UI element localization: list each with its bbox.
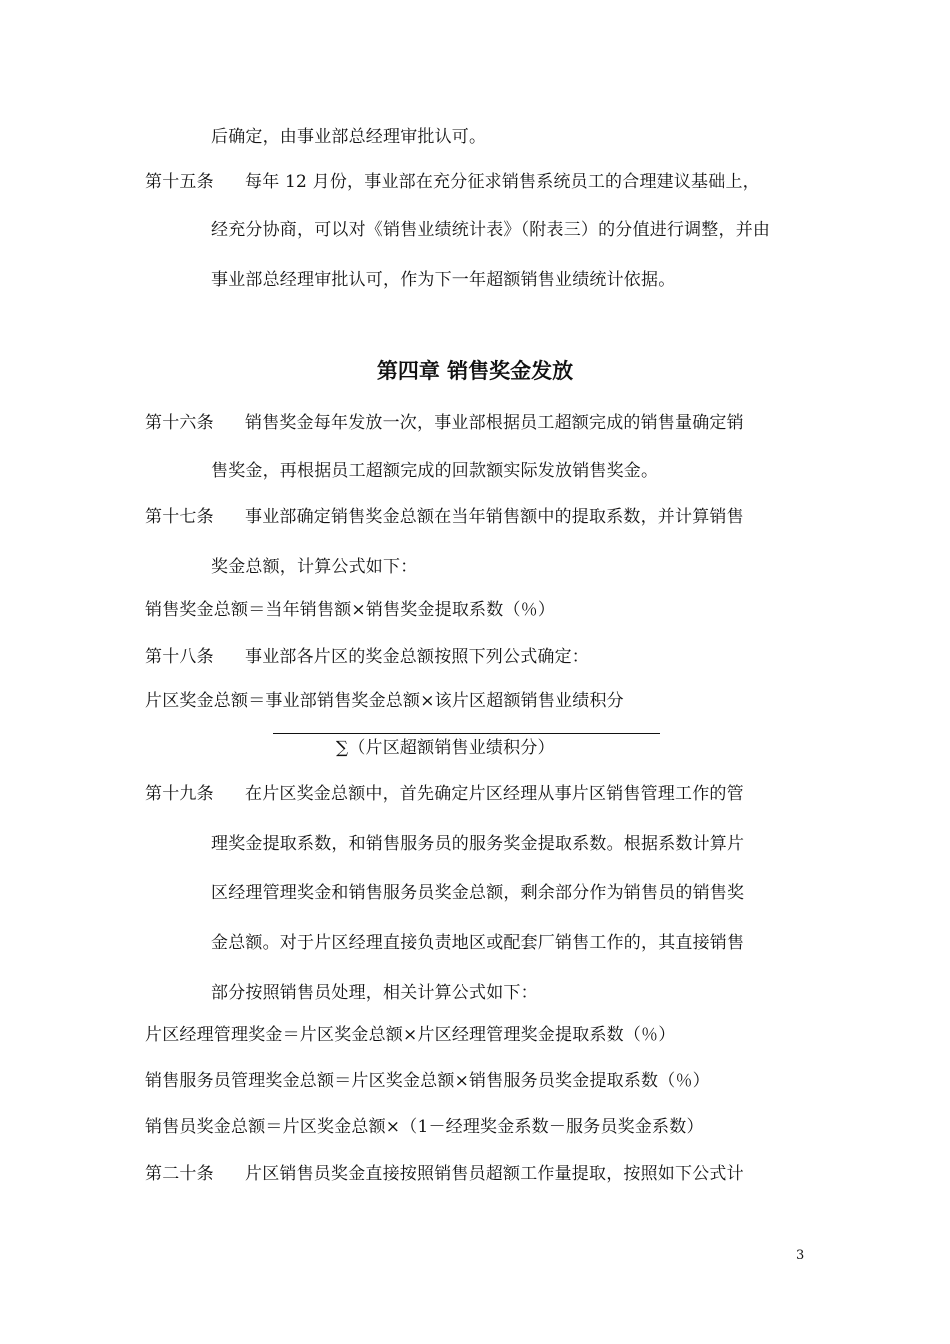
paragraph-line: 事业部各片区的奖金总额按照下列公式确定： <box>245 647 589 667</box>
article-number: 第十七条 <box>145 507 214 527</box>
fraction-bar <box>273 733 660 734</box>
paragraph-line: 片区销售员奖金直接按照销售员超额工作量提取，按照如下公式计 <box>245 1164 744 1184</box>
paragraph-line: 区经理管理奖金和销售服务员奖金总额，剩余部分作为销售员的销售奖 <box>211 883 745 903</box>
paragraph-line: 销售奖金每年发放一次，事业部根据员工超额完成的销售量确定销 <box>245 413 744 433</box>
article-number: 第十八条 <box>145 647 214 667</box>
article-17 <box>145 505 744 529</box>
formula-line: 销售员奖金总额＝片区奖金总额×（1－经理奖金系数－服务员奖金系数） <box>145 1117 704 1137</box>
formula-denominator: ∑（片区超额销售业绩积分） <box>336 738 555 758</box>
paragraph-line: 售奖金，再根据员工超额完成的回款额实际发放销售奖金。 <box>211 461 659 481</box>
paragraph-line: 后确定，由事业部总经理审批认可。 <box>211 127 487 147</box>
paragraph-line: 金总额。对于片区经理直接负责地区或配套厂销售工作的，其直接销售 <box>211 933 745 953</box>
paragraph-line: 部分按照销售员处理，相关计算公式如下： <box>211 983 538 1003</box>
formula-line: 销售奖金总额＝当年销售额×销售奖金提取系数（％） <box>145 600 556 620</box>
page-number: 3 <box>796 1248 805 1263</box>
formula-line: 销售服务员管理奖金总额＝片区奖金总额×销售服务员奖金提取系数（％） <box>145 1071 710 1091</box>
article-15 <box>145 170 760 194</box>
paragraph-line: 经充分协商，可以对《销售业绩统计表》（附表三）的分值进行调整，并由 <box>211 220 771 240</box>
paragraph-line: 每年 12 月份，事业部在充分征求销售系统员工的合理建议基础上， <box>245 172 760 192</box>
article-16 <box>145 411 744 435</box>
paragraph-line: 在片区奖金总额中，首先确定片区经理从事片区销售管理工作的管 <box>245 784 744 804</box>
article-18 <box>145 645 589 669</box>
paragraph-line: 奖金总额，计算公式如下： <box>211 557 418 577</box>
article-number: 第十九条 <box>145 784 214 804</box>
formula-line: 片区经理管理奖金＝片区奖金总额×片区经理管理奖金提取系数（％） <box>145 1025 676 1045</box>
chapter-heading: 第四章 销售奖金发放 <box>376 359 574 383</box>
paragraph-line: 事业部总经理审批认可，作为下一年超额销售业绩统计依据。 <box>211 270 676 290</box>
paragraph-line: 理奖金提取系数，和销售服务员的服务奖金提取系数。根据系数计算片 <box>211 834 745 854</box>
article-number: 第十六条 <box>145 413 214 433</box>
article-number: 第十五条 <box>145 172 214 192</box>
article-19 <box>145 782 744 806</box>
article-number: 第二十条 <box>145 1164 214 1184</box>
article-20 <box>145 1162 744 1186</box>
formula-numerator: 片区奖金总额＝事业部销售奖金总额×该片区超额销售业绩积分 <box>145 691 624 711</box>
paragraph-line: 事业部确定销售奖金总额在当年销售额中的提取系数，并计算销售 <box>245 507 744 527</box>
